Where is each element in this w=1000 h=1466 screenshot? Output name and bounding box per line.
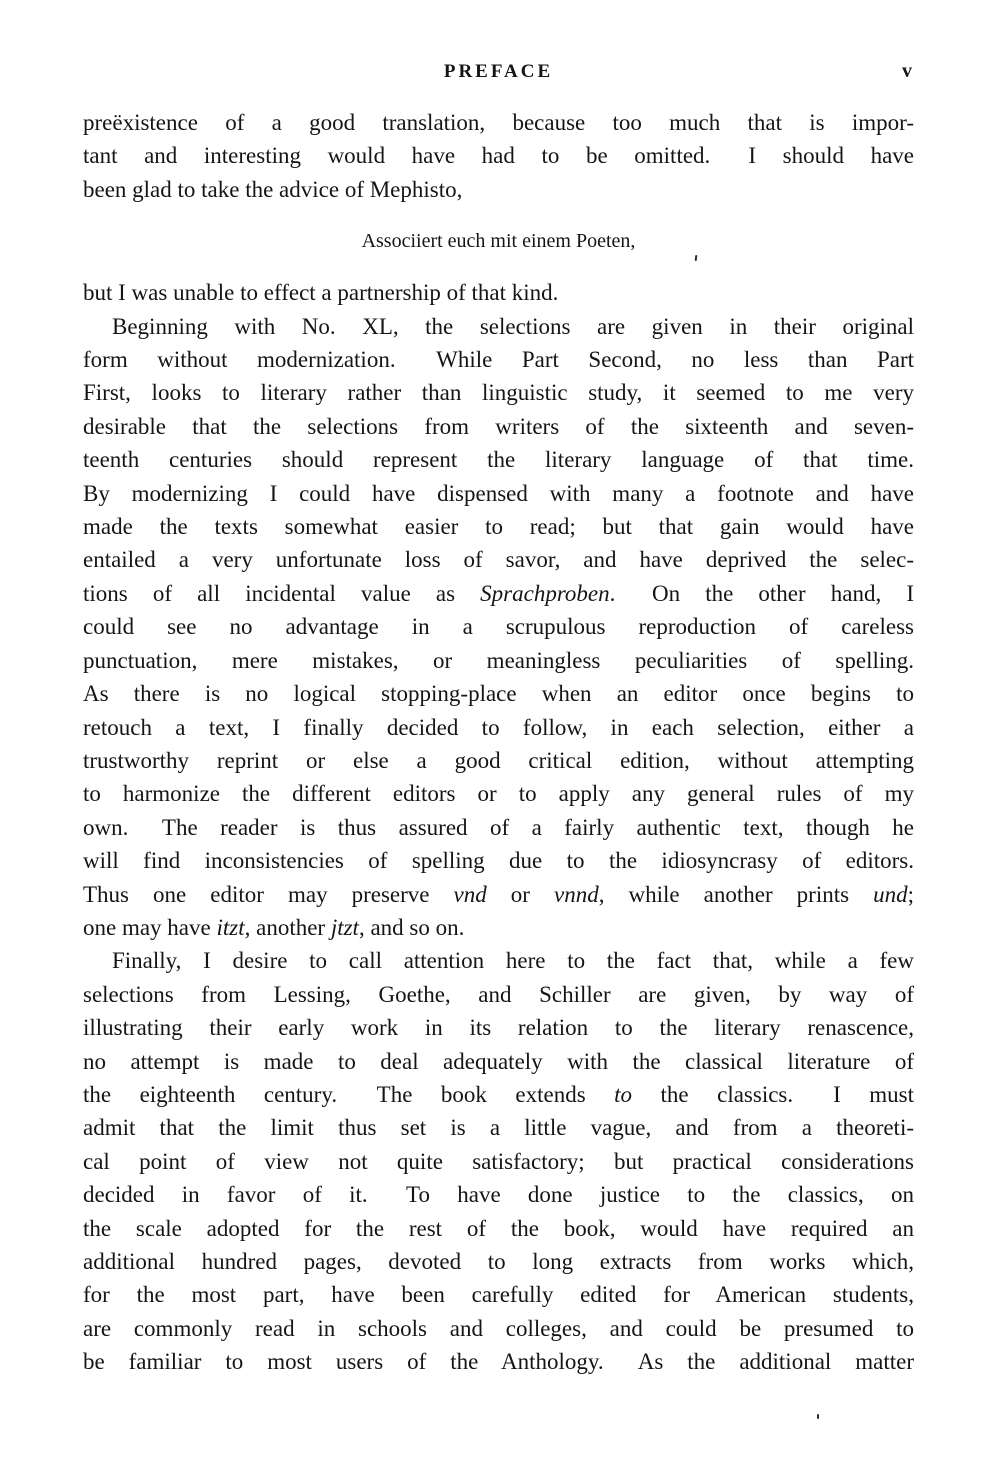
text-line: illustrating their early work in its relation to the literary renascence, [83,1015,914,1041]
text-line: As there is no logical stopping-place when an editor once begins to [83,681,914,707]
text-line: selections from Lessing, Goethe, and Schiller are given, by way of [83,981,914,1007]
text-line: desirable that the selections from writers of the sixteenth and seven- [83,413,914,439]
verse-quote [83,226,914,256]
text-line: tions of all incidental value as Sprachproben. On the other hand, I [83,580,915,606]
text-line: tant and interesting would have had to be omitted. I should have [83,143,914,169]
text-line: retouch a text, I finally decided to follow, in each selection, either a [83,714,914,740]
text-line: preëxistence of a good translation, because too much that is impor- [83,110,914,135]
text-line: made the texts somewhat easier to read; but that gain would have [83,514,914,540]
running-head [83,61,914,87]
text-line: the eighteenth century. The book extends to the classics. I must [83,1081,914,1107]
text-line: Beginning with No. XL, the selections are given in their original [112,313,914,339]
text-line: could see no advantage in a scrupulous reproduction of careless [83,614,914,640]
text-line: the scale adopted for the rest of the book, would have required an [83,1215,914,1241]
text-line: one may have itzt, another jtzt, and so on. [83,914,465,940]
text-line: additional hundred pages, devoted to long extracts from works which, [83,1249,914,1274]
text-line: decided in favor of it. To have done justice to the classics, on [83,1182,914,1208]
text-line: First, looks to literary rather than linguistic study, it seemed to me very [83,380,914,406]
text-line: teenth centuries should represent the literary language of that time. [83,447,914,473]
text-line: will find inconsistencies of spelling due to the idiosyncrasy of editors. [83,848,914,874]
text-line: but I was unable to effect a partnership of that kind. [83,280,559,306]
text-line: be familiar to most users of the Anthology. As the additional matter [83,1349,914,1375]
page-number: v [902,60,912,82]
text-line: form without modernization. While Part Second, no less than Part [83,347,914,373]
paragraph [83,944,914,1378]
text-line: punctuation, mere mistakes, or meaningless peculiarities of spelling. [83,647,914,673]
text-line: for the most part, have been carefully edited for American students, [83,1282,914,1308]
text-line: admit that the limit thus set is a little vague, and from a theoreti- [83,1115,914,1141]
text-line: entailed a very unfortunate loss of savor, and have deprived the selec- [83,547,914,573]
page-title: PREFACE [443,61,554,82]
ink-speck [817,1414,819,1419]
paragraph [83,310,914,945]
text-line: Associiert euch mit einem Poeten, [361,230,636,253]
text-line: By modernizing I could have dispensed with many a footnote and have [83,480,914,506]
paragraph [83,276,914,309]
page-body [83,106,914,1379]
text-line: own. The reader is thus assured of a fairly authentic text, though he [83,814,914,840]
text-line: Thus one editor may preserve vnd or vnnd, while another prints und; [83,881,914,907]
text-line: no attempt is made to deal adequately with the classical literature of [83,1048,914,1074]
text-line: been glad to take the advice of Mephisto, [83,176,463,202]
text-line: cal point of view not quite satisfactory; but practical considerations [83,1148,914,1174]
text-line: trustworthy reprint or else a good critical edition, without attempting [83,747,914,773]
text-line: Finally, I desire to call attention here to the fact that, while a few [112,948,914,974]
paragraph [83,106,914,206]
text-line: are commonly read in schools and colleges, and could be presumed to [83,1315,914,1341]
text-line: to harmonize the different editors or to apply any general rules of my [83,781,914,807]
